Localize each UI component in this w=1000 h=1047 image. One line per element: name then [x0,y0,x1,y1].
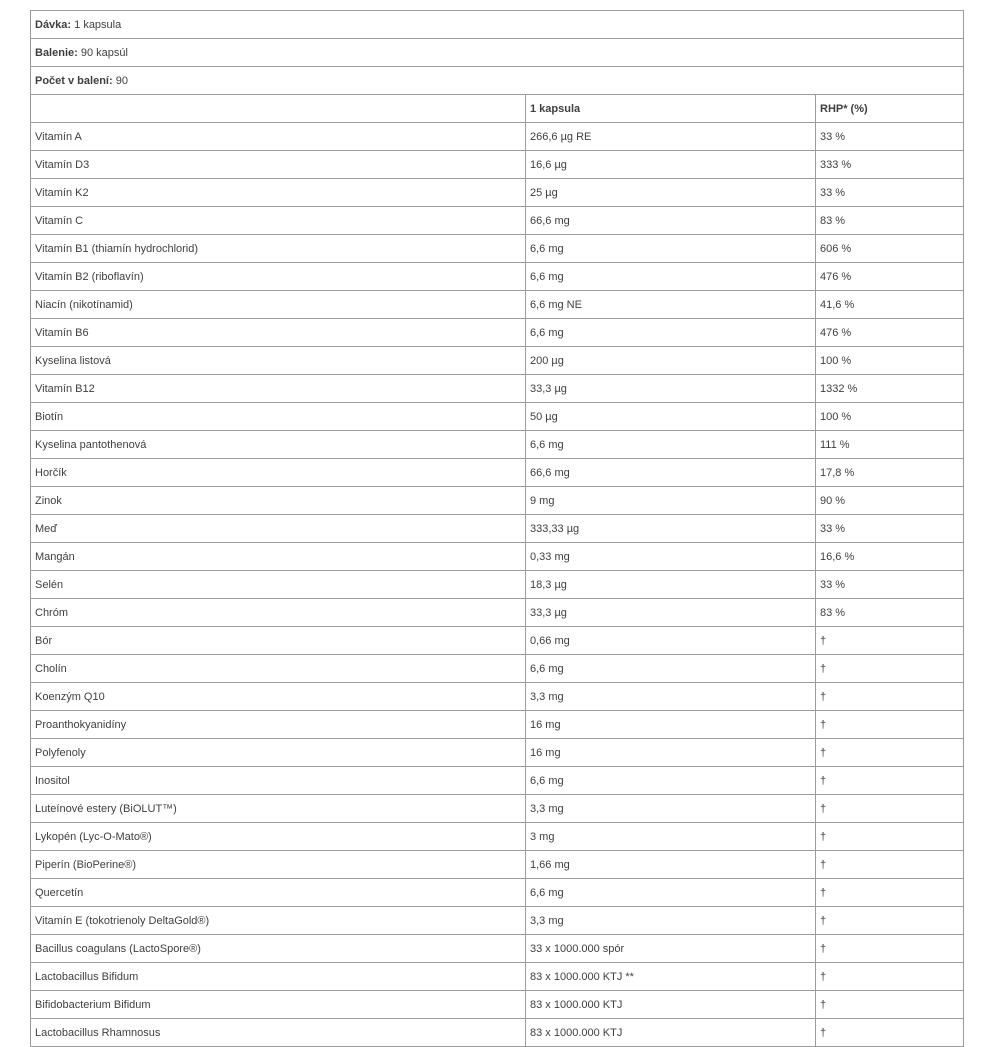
amount-cell: 66,6 mg [526,207,816,235]
table-row [31,347,964,375]
table-row [31,991,964,1019]
table-row [31,739,964,767]
amount-cell: 0,33 mg [526,543,816,571]
rhp-cell: † [816,683,964,711]
amount-cell: 3,3 mg [526,907,816,935]
info-label: Počet v balení: [35,74,113,87]
amount-cell: 16 mg [526,711,816,739]
nutrient-name-cell: Lactobacillus Rhamnosus [31,1019,526,1047]
info-label: Dávka: [35,18,72,31]
table-row [31,963,964,991]
rhp-cell: 100 % [816,347,964,375]
info-row [31,39,964,67]
rhp-cell: 33 % [816,179,964,207]
rhp-cell: † [816,711,964,739]
nutrient-name-cell: Quercetín [31,879,526,907]
amount-cell: 0,66 mg [526,627,816,655]
rhp-cell: 606 % [816,235,964,263]
info-row [31,11,964,39]
table-row [31,487,964,515]
nutrient-name-cell: Cholín [31,655,526,683]
rhp-cell: 111 % [816,431,964,459]
info-value: 90 kapsúl [80,46,128,59]
table-row [31,571,964,599]
nutrient-name-cell: Vitamín B2 (riboflavín) [31,263,526,291]
amount-cell: 16 mg [526,739,816,767]
amount-cell: 18,3 µg [526,571,816,599]
amount-cell: 66,6 mg [526,459,816,487]
table-row [31,515,964,543]
amount-cell: 83 x 1000.000 KTJ [526,1019,816,1047]
nutrient-name-cell: Meď [31,515,526,543]
info-cell [31,39,964,67]
table-row [31,795,964,823]
amount-cell: 6,6 mg [526,767,816,795]
rhp-cell: 100 % [816,403,964,431]
amount-cell: 16,6 µg [526,151,816,179]
table-body [31,11,964,1047]
amount-cell: 25 µg [526,179,816,207]
rhp-cell: † [816,963,964,991]
amount-cell: 33,3 µg [526,375,816,403]
amount-cell: 83 x 1000.000 KTJ [526,991,816,1019]
table-row [31,319,964,347]
amount-cell: 6,6 mg [526,655,816,683]
nutrient-name-cell: Polyfenoly [31,739,526,767]
rhp-cell: † [816,851,964,879]
amount-cell: 6,6 mg [526,235,816,263]
nutrient-name-cell: Piperín (BioPerine®) [31,851,526,879]
rhp-cell: 33 % [816,123,964,151]
table-row [31,655,964,683]
nutrient-name-cell: Chróm [31,599,526,627]
nutrient-name-cell: Bifidobacterium Bifidum [31,991,526,1019]
amount-cell: 6,6 mg NE [526,291,816,319]
nutrient-name-cell: Bacillus coagulans (LactoSpore®) [31,935,526,963]
amount-cell: 33,3 µg [526,599,816,627]
rhp-cell: † [816,823,964,851]
info-cell [31,11,964,39]
amount-cell: 333,33 µg [526,515,816,543]
amount-cell: 6,6 mg [526,431,816,459]
nutrient-name-cell: Vitamín B12 [31,375,526,403]
info-row [31,67,964,95]
rhp-cell: 1332 % [816,375,964,403]
nutrient-name-cell: Proanthokyanidíny [31,711,526,739]
table-row [31,431,964,459]
table-row [31,375,964,403]
rhp-cell: 83 % [816,207,964,235]
table-row [31,207,964,235]
rhp-cell: † [816,907,964,935]
nutrient-name-cell: Bór [31,627,526,655]
nutrient-name-cell: Lactobacillus Bifidum [31,963,526,991]
table-row [31,907,964,935]
nutrient-name-cell: Vitamín A [31,123,526,151]
rhp-cell: 41,6 % [816,291,964,319]
supplement-facts-table [30,10,964,1047]
rhp-cell: 476 % [816,263,964,291]
amount-cell: 266,6 µg RE [526,123,816,151]
rhp-cell: † [816,767,964,795]
nutrient-name-cell: Kyselina listová [31,347,526,375]
amount-cell: 83 x 1000.000 KTJ ** [526,963,816,991]
table-row [31,123,964,151]
column-header-row [31,95,964,123]
column-header-rhp: RHP* (%) [816,95,964,123]
table-row [31,403,964,431]
amount-cell: 3,3 mg [526,683,816,711]
amount-cell: 6,6 mg [526,319,816,347]
nutrient-name-cell: Horčík [31,459,526,487]
table-row [31,1019,964,1047]
table-row [31,879,964,907]
table-row [31,179,964,207]
rhp-cell: † [816,935,964,963]
rhp-cell: 33 % [816,515,964,543]
nutrient-name-cell: Mangán [31,543,526,571]
nutrient-name-cell: Vitamín E (tokotrienoly DeltaGold®) [31,907,526,935]
rhp-cell: 33 % [816,571,964,599]
table-row [31,851,964,879]
nutrient-name-cell: Vitamín K2 [31,179,526,207]
amount-cell: 6,6 mg [526,263,816,291]
amount-cell: 1,66 mg [526,851,816,879]
amount-cell: 6,6 mg [526,879,816,907]
column-header-empty [31,95,526,123]
rhp-cell: 16,6 % [816,543,964,571]
rhp-cell: † [816,879,964,907]
table-row [31,599,964,627]
table-row [31,683,964,711]
rhp-cell: † [816,655,964,683]
rhp-cell: † [816,795,964,823]
nutrient-name-cell: Zinok [31,487,526,515]
info-value: 1 kapsula [74,18,122,31]
nutrient-name-cell: Luteínové estery (BiOLUT™) [31,795,526,823]
info-cell [31,67,964,95]
rhp-cell: 90 % [816,487,964,515]
nutrient-name-cell: Niacín (nikotínamid) [31,291,526,319]
nutrient-name-cell: Selén [31,571,526,599]
rhp-cell: 17,8 % [816,459,964,487]
rhp-cell: † [816,739,964,767]
nutrient-name-cell: Biotín [31,403,526,431]
nutrient-name-cell: Vitamín D3 [31,151,526,179]
table-row [31,459,964,487]
rhp-cell: 476 % [816,319,964,347]
nutrient-name-cell: Lykopén (Lyc-O-Mato®) [31,823,526,851]
table-row [31,627,964,655]
amount-cell: 50 µg [526,403,816,431]
nutrient-name-cell: Kyselina pantothenová [31,431,526,459]
nutrient-name-cell: Vitamín C [31,207,526,235]
amount-cell: 3,3 mg [526,795,816,823]
rhp-cell: † [816,627,964,655]
info-value: 90 [115,74,128,87]
nutrient-name-cell: Vitamín B6 [31,319,526,347]
column-header-kapsula: 1 kapsula [526,95,816,123]
table-row [31,291,964,319]
table-row [31,235,964,263]
nutrient-name-cell: Vitamín B1 (thiamín hydrochlorid) [31,235,526,263]
table-row [31,151,964,179]
amount-cell: 9 mg [526,487,816,515]
table-row [31,711,964,739]
table-row [31,543,964,571]
nutrient-name-cell: Inositol [31,767,526,795]
nutrient-name-cell: Koenzým Q10 [31,683,526,711]
info-label: Balenie: [35,46,78,59]
rhp-cell: † [816,991,964,1019]
amount-cell: 33 x 1000.000 spór [526,935,816,963]
table-row [31,767,964,795]
amount-cell: 3 mg [526,823,816,851]
rhp-cell: 83 % [816,599,964,627]
table-row [31,263,964,291]
amount-cell: 200 µg [526,347,816,375]
table-row [31,823,964,851]
rhp-cell: † [816,1019,964,1047]
rhp-cell: 333 % [816,151,964,179]
table-row [31,935,964,963]
